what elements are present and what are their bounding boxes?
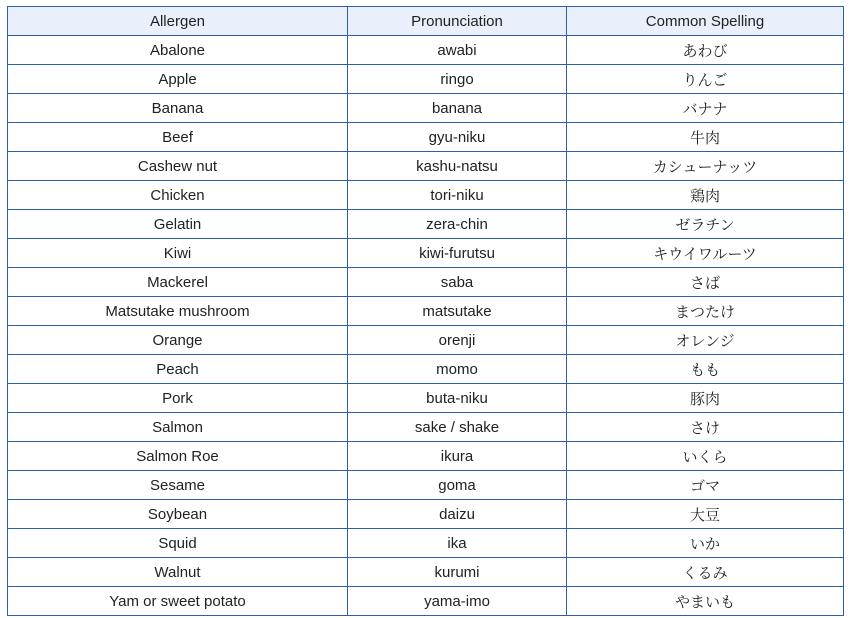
cell-pronunciation: saba: [348, 268, 567, 297]
cell-allergen: Apple: [8, 65, 348, 94]
cell-common-spelling: オレンジ: [567, 326, 844, 355]
cell-pronunciation: matsutake: [348, 297, 567, 326]
cell-pronunciation: kashu-natsu: [348, 152, 567, 181]
cell-pronunciation: ikura: [348, 442, 567, 471]
cell-common-spelling: ゴマ: [567, 471, 844, 500]
cell-allergen: Peach: [8, 355, 348, 384]
allergen-table: [7, 6, 844, 616]
cell-allergen: Sesame: [8, 471, 348, 500]
cell-allergen: Salmon Roe: [8, 442, 348, 471]
table-row: [8, 587, 844, 616]
cell-pronunciation: momo: [348, 355, 567, 384]
cell-common-spelling: いか: [567, 529, 844, 558]
allergen-table-container: [7, 6, 843, 616]
header-pronunciation: Pronunciation: [348, 7, 567, 36]
cell-allergen: Matsutake mushroom: [8, 297, 348, 326]
cell-common-spelling: いくら: [567, 442, 844, 471]
table-row: [8, 297, 844, 326]
cell-pronunciation: awabi: [348, 36, 567, 65]
table-row: [8, 94, 844, 123]
cell-common-spelling: まつたけ: [567, 297, 844, 326]
cell-allergen: Abalone: [8, 36, 348, 65]
cell-allergen: Squid: [8, 529, 348, 558]
cell-common-spelling: 鶏肉: [567, 181, 844, 210]
cell-common-spelling: もも: [567, 355, 844, 384]
cell-pronunciation: orenji: [348, 326, 567, 355]
header-allergen: Allergen: [8, 7, 348, 36]
cell-pronunciation: ringo: [348, 65, 567, 94]
cell-common-spelling: さば: [567, 268, 844, 297]
cell-allergen: Kiwi: [8, 239, 348, 268]
cell-common-spelling: 豚肉: [567, 384, 844, 413]
cell-allergen: Gelatin: [8, 210, 348, 239]
cell-pronunciation: kurumi: [348, 558, 567, 587]
cell-allergen: Orange: [8, 326, 348, 355]
header-common-spelling: Common Spelling: [567, 7, 844, 36]
cell-pronunciation: gyu-niku: [348, 123, 567, 152]
cell-common-spelling: 牛肉: [567, 123, 844, 152]
table-row: [8, 181, 844, 210]
cell-allergen: Beef: [8, 123, 348, 152]
cell-allergen: Mackerel: [8, 268, 348, 297]
cell-pronunciation: zera-chin: [348, 210, 567, 239]
cell-allergen: Cashew nut: [8, 152, 348, 181]
table-row: [8, 326, 844, 355]
table-row: [8, 500, 844, 529]
table-row: [8, 210, 844, 239]
cell-allergen: Walnut: [8, 558, 348, 587]
table-row: [8, 239, 844, 268]
cell-allergen: Salmon: [8, 413, 348, 442]
cell-pronunciation: banana: [348, 94, 567, 123]
table-row: [8, 65, 844, 94]
table-row: [8, 384, 844, 413]
cell-pronunciation: goma: [348, 471, 567, 500]
table-row: [8, 268, 844, 297]
cell-common-spelling: りんご: [567, 65, 844, 94]
cell-common-spelling: さけ: [567, 413, 844, 442]
cell-pronunciation: daizu: [348, 500, 567, 529]
cell-allergen: Yam or sweet potato: [8, 587, 348, 616]
cell-pronunciation: ika: [348, 529, 567, 558]
cell-allergen: Chicken: [8, 181, 348, 210]
cell-common-spelling: やまいも: [567, 587, 844, 616]
table-row: [8, 123, 844, 152]
table-header-row: [8, 7, 844, 36]
cell-pronunciation: yama-imo: [348, 587, 567, 616]
cell-allergen: Pork: [8, 384, 348, 413]
cell-common-spelling: キウイワルーツ: [567, 239, 844, 268]
cell-common-spelling: ゼラチン: [567, 210, 844, 239]
cell-common-spelling: あわび: [567, 36, 844, 65]
table-row: [8, 413, 844, 442]
table-row: [8, 558, 844, 587]
cell-common-spelling: バナナ: [567, 94, 844, 123]
cell-common-spelling: 大豆: [567, 500, 844, 529]
cell-pronunciation: tori-niku: [348, 181, 567, 210]
cell-allergen: Soybean: [8, 500, 348, 529]
table-row: [8, 471, 844, 500]
cell-common-spelling: くるみ: [567, 558, 844, 587]
table-row: [8, 36, 844, 65]
table-row: [8, 152, 844, 181]
table-row: [8, 529, 844, 558]
table-row: [8, 442, 844, 471]
cell-pronunciation: kiwi-furutsu: [348, 239, 567, 268]
table-body: [8, 36, 844, 616]
cell-allergen: Banana: [8, 94, 348, 123]
cell-pronunciation: buta-niku: [348, 384, 567, 413]
table-row: [8, 355, 844, 384]
cell-pronunciation: sake / shake: [348, 413, 567, 442]
cell-common-spelling: カシューナッツ: [567, 152, 844, 181]
